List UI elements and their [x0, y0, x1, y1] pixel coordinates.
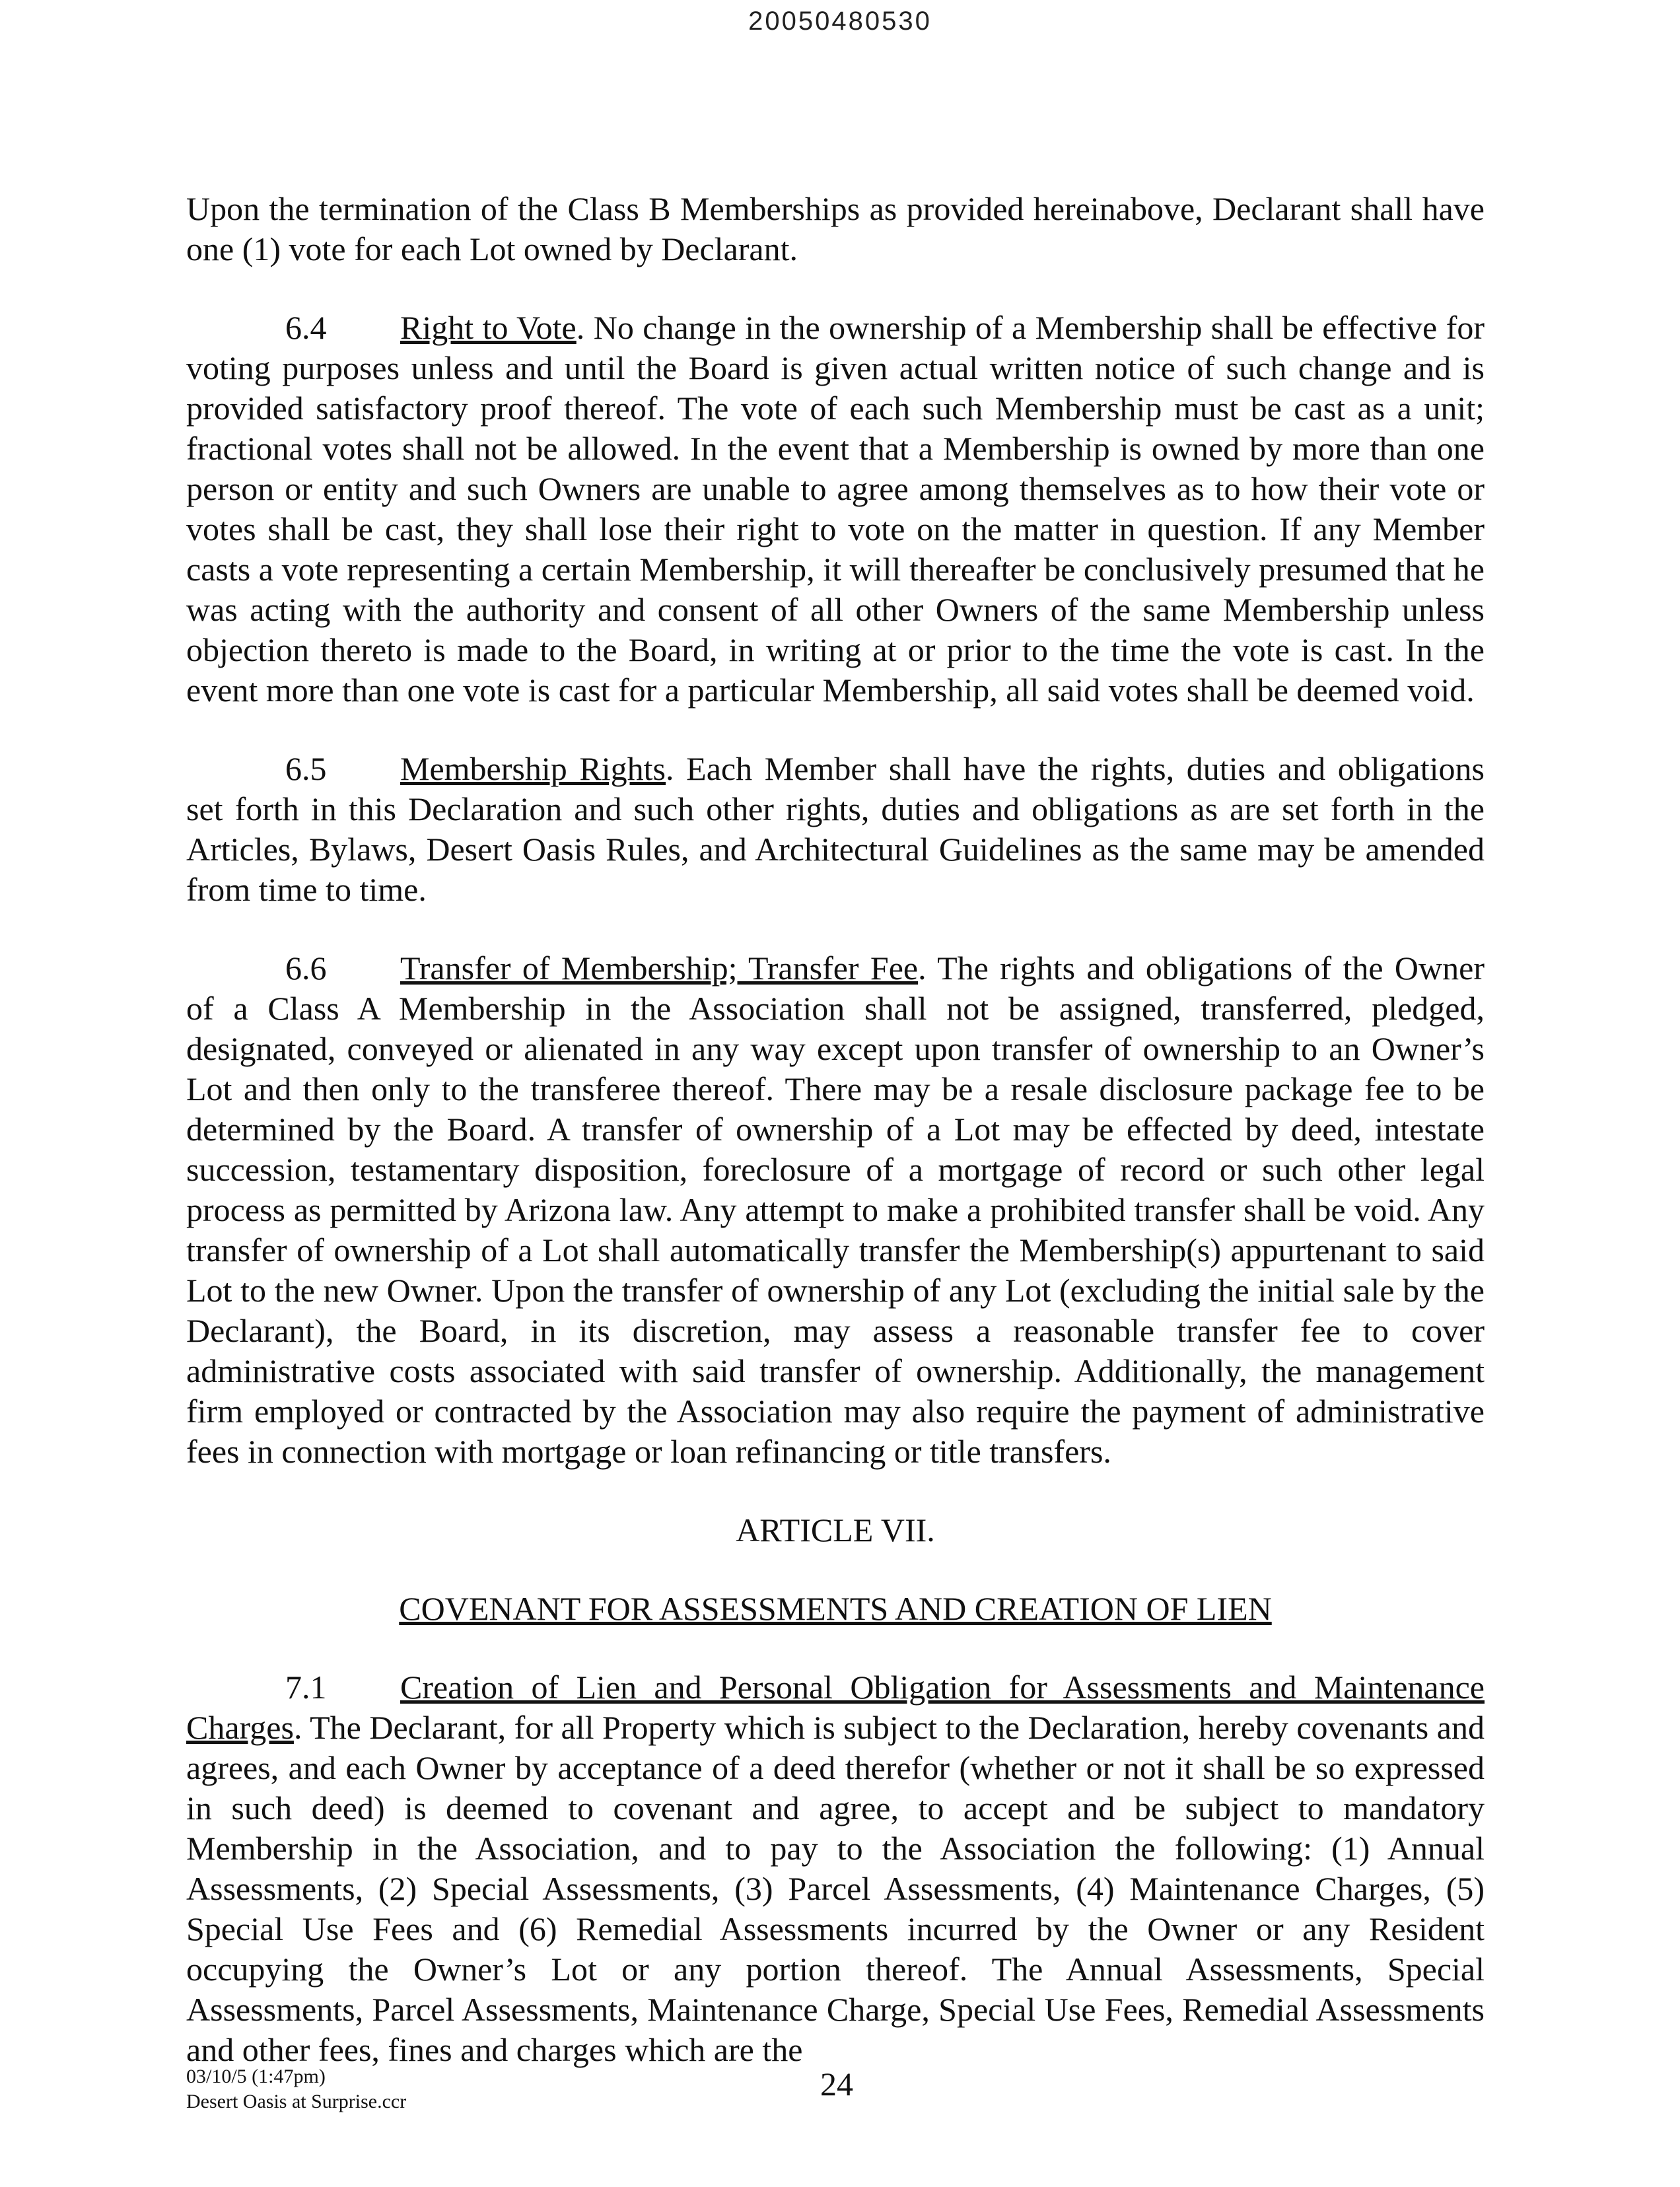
section-6-5 [186, 749, 1485, 910]
section-text: . Each Member shall have the rights, duties and obligations set forth in this Declaration and such other rights, duties and obligations as are set forth in the Articles, Bylaws, Desert Oasis Rules, and Architectural Guidelines as the same may be amended from time to time. [186, 750, 1485, 908]
section-number: 6.5 [285, 750, 327, 787]
section-title: Transfer of Membership; Transfer Fee [400, 950, 919, 987]
paragraph-voting-termination: Upon the termination of the Class B Memberships as provided hereinabove, Declarant shall have one (1) vote for each Lot owned by Declarant. [186, 190, 1485, 267]
footer-filename: Desert Oasis at Surprise.ccr [186, 2091, 407, 2112]
section-title: Membership Rights [400, 750, 666, 787]
section-number: 7.1 [285, 1669, 327, 1706]
footer-date: 03/10/5 (1:47pm) [186, 2066, 326, 2087]
section-text: . The Declarant, for all Property which is subject to the Declaration, hereby covenants and agrees, and each Owner by acceptance of a deed therefor (whether or not it shall be so expressed in such deed) is deemed to covenant and agree, to accept and be subject to mandatory Membership in the Association, and to pay to the Association the following: (1) Annual Assessments, (2) Special Assessments, (3) Parcel Assessments, (4) Maintenance Charges, (5) Special Use Fees and (6) Remedial Assessments incurred by the Owner or any Resident occupying the Owner’s Lot or any portion thereof. The Annual Assessments, Special Assessments, Parcel Assessments, Maintenance Charge, Special Use Fees, Remedial Assessments and other fees, fines and charges which are the [186, 1709, 1485, 2068]
document-number: 20050480530 [748, 7, 932, 36]
section-title: Creation of Lien and Personal Obligation for Assessments and Maintenance Charges [186, 1669, 1485, 1746]
section-6-4 [186, 308, 1485, 711]
document-body [186, 189, 1485, 2108]
section-7-1 [186, 1667, 1485, 2070]
article-subtitle: COVENANT FOR ASSESSMENTS AND CREATION OF LIEN [399, 1590, 1272, 1627]
section-number: 6.4 [285, 309, 327, 346]
article-title: ARTICLE VII. [736, 1511, 935, 1548]
section-6-6 [186, 948, 1485, 1472]
section-number: 6.6 [285, 950, 327, 987]
section-text: . No change in the ownership of a Membership shall be effective for voting purposes unless and until the Board is given actual written notice of such change and is provided satisfactory proof thereof. The vote of each such Membership must be cast as a unit; fractional votes shall not be allowed. In the event that a Membership is owned by more than one person or entity and such Owners are unable to agree among themselves as to how their vote or votes shall be cast, they shall lose their right to vote on the matter in question. If any Member casts a vote representing a certain Membership, it will thereafter be conclusively presumed that he was acting with the authority and consent of all other Owners of the same Membership unless objection thereto is made to the Board, in writing at or prior to the time the vote is cast. In the event more than one vote is cast for a particular Membership, all said votes shall be deemed void. [186, 309, 1485, 709]
page-number: 24 [820, 2066, 853, 2102]
page-footer [186, 2064, 1485, 2143]
section-text: . The rights and obligations of the Owner of a Class A Membership in the Association shall not be assigned, transferred, pledged, designated, conveyed or alienated in any way except upon transfer of ownership to an Owner’s Lot and then only to the transferee thereof. There may be a resale disclosure package fee to be determined by the Board. A transfer of ownership of a Lot may be effected by deed, intestate succession, testamentary disposition, foreclosure of a mortgage of record or such other legal process as permitted by Arizona law. Any attempt to make a prohibited transfer shall be void. Any transfer of ownership of a Lot shall automatically transfer the Membership(s) appurtenant to said Lot to the new Owner. Upon the transfer of ownership of any Lot (excluding the initial sale by the Declarant), the Board, in its discretion, may assess a reasonable transfer fee to cover administrative costs associated with said transfer of ownership. Additionally, the management firm employed or contracted by the Association may also require the payment of administrative fees in connection with mortgage or loan refinancing or title transfers. [186, 950, 1485, 1470]
footer-info [186, 2064, 406, 2114]
section-title: Right to Vote [400, 309, 577, 346]
